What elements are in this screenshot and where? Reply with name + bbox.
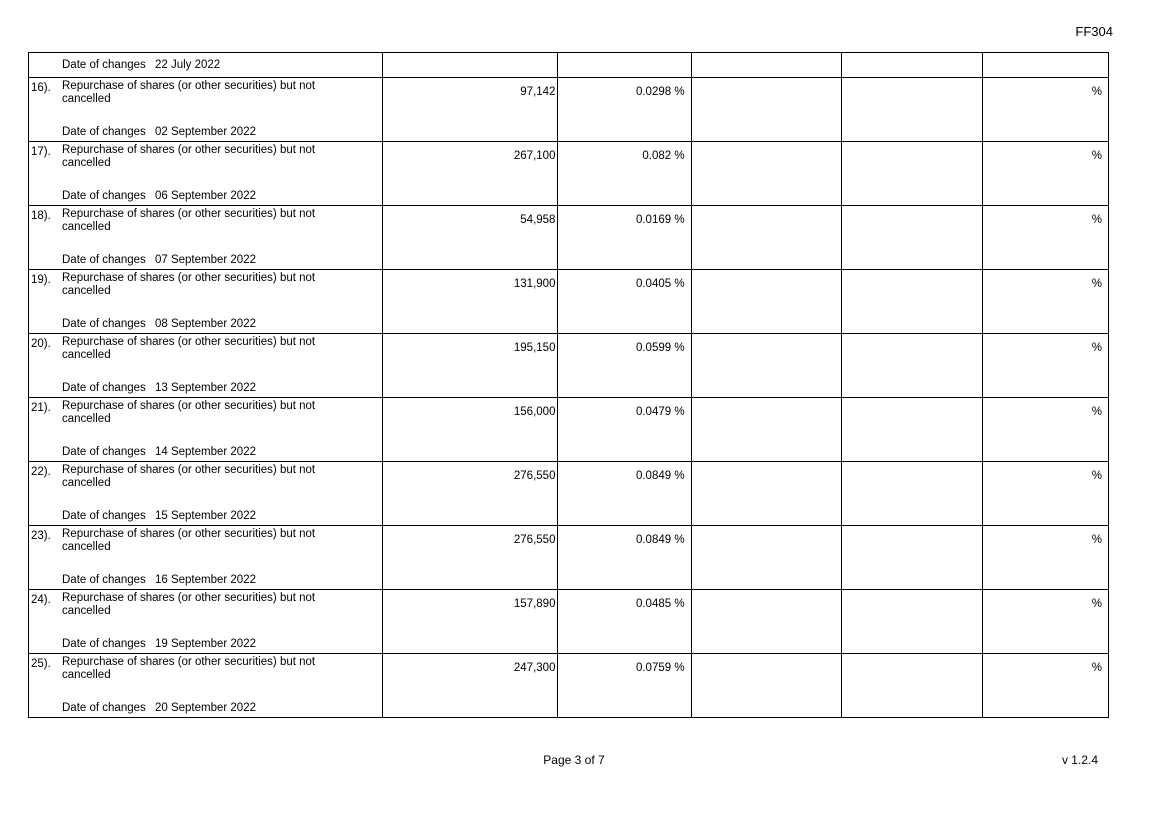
table-row-continuation xyxy=(29,53,1109,78)
percent-sign-cell xyxy=(982,206,1108,270)
shares-value: 276,550 xyxy=(513,534,556,546)
percent-sign-cell xyxy=(982,334,1108,398)
table-row xyxy=(29,590,1109,654)
percent-sign-cell xyxy=(982,462,1108,526)
description-cell xyxy=(29,206,383,270)
percent-sign-cell xyxy=(982,654,1108,718)
entry-number: 21). xyxy=(31,402,51,414)
percent-value: 0.0479 % xyxy=(635,406,685,418)
empty-cell xyxy=(841,270,982,334)
table-row xyxy=(29,334,1109,398)
shares-cell xyxy=(383,462,558,526)
date-value: 22 July 2022 xyxy=(154,59,221,71)
percent-value: 0.0298 % xyxy=(635,86,685,98)
description-cell xyxy=(29,142,383,206)
date-label: Date of changes xyxy=(62,510,146,522)
date-value: 13 September 2022 xyxy=(154,382,256,394)
shares-cell xyxy=(383,270,558,334)
percent-sign-cell xyxy=(982,590,1108,654)
shares-cell xyxy=(383,53,558,78)
empty-cell xyxy=(841,590,982,654)
percent-cell xyxy=(558,590,691,654)
nature-of-change: Repurchase of shares (or other securities) but not cancelled xyxy=(62,656,316,681)
shares-value: 267,100 xyxy=(513,150,556,162)
shares-cell xyxy=(383,142,558,206)
date-label: Date of changes xyxy=(62,702,146,714)
description-cell xyxy=(29,398,383,462)
table-row xyxy=(29,462,1109,526)
entry-number: 17). xyxy=(31,146,51,158)
date-line xyxy=(62,190,256,202)
date-value: 07 September 2022 xyxy=(154,254,256,266)
date-label: Date of changes xyxy=(62,446,146,458)
description-cell xyxy=(29,654,383,718)
form-code: FF304 xyxy=(1075,24,1113,39)
empty-cell xyxy=(841,526,982,590)
empty-cell xyxy=(841,398,982,462)
percent-value: 0.082 % xyxy=(642,150,685,162)
shares-cell xyxy=(383,526,558,590)
date-line xyxy=(62,446,256,458)
nature-of-change: Repurchase of shares (or other securities) but not cancelled xyxy=(62,528,316,553)
percent-value: 0.0759 % xyxy=(635,662,685,674)
description-cell xyxy=(29,78,383,142)
empty-cell xyxy=(841,53,982,78)
percent-sign-cell xyxy=(982,142,1108,206)
percent-sign: % xyxy=(1091,342,1102,354)
shares-value: 195,150 xyxy=(513,342,556,354)
shares-value: 97,142 xyxy=(520,86,556,98)
percent-value: 0.0169 % xyxy=(635,214,685,226)
date-line xyxy=(62,126,256,138)
empty-cell xyxy=(691,53,841,78)
percent-cell xyxy=(558,78,691,142)
table-row xyxy=(29,398,1109,462)
empty-cell xyxy=(841,334,982,398)
nature-of-change: Repurchase of shares (or other securities) but not cancelled xyxy=(62,336,316,361)
nature-of-change: Repurchase of shares (or other securities) but not cancelled xyxy=(62,208,316,233)
percent-sign: % xyxy=(1091,470,1102,482)
empty-cell xyxy=(691,462,841,526)
shares-cell xyxy=(383,334,558,398)
shares-value: 156,000 xyxy=(513,406,556,418)
entry-number: 16). xyxy=(31,82,51,94)
percent-cell xyxy=(558,526,691,590)
date-value: 19 September 2022 xyxy=(154,638,256,650)
shares-cell xyxy=(383,654,558,718)
date-line xyxy=(62,318,256,330)
shares-cell xyxy=(383,206,558,270)
entry-number: 23). xyxy=(31,530,51,542)
percent-sign-cell xyxy=(982,270,1108,334)
date-line xyxy=(62,702,256,714)
description-cell xyxy=(29,53,383,78)
nature-of-change: Repurchase of shares (or other securities) but not cancelled xyxy=(62,464,316,489)
changes-table-body xyxy=(29,53,1109,718)
date-line xyxy=(62,510,256,522)
description-cell xyxy=(29,270,383,334)
nature-of-change: Repurchase of shares (or other securities) but not cancelled xyxy=(62,592,316,617)
description-cell xyxy=(29,462,383,526)
percent-cell xyxy=(558,53,691,78)
empty-cell xyxy=(691,590,841,654)
nature-of-change: Repurchase of shares (or other securities) but not cancelled xyxy=(62,400,316,425)
percent-value: 0.0485 % xyxy=(635,598,685,610)
empty-cell xyxy=(691,334,841,398)
date-value: 15 September 2022 xyxy=(154,510,256,522)
nature-of-change: Repurchase of shares (or other securities) but not cancelled xyxy=(62,80,316,105)
table-row xyxy=(29,78,1109,142)
entry-number: 20). xyxy=(31,338,51,350)
date-label: Date of changes xyxy=(62,638,146,650)
percent-sign: % xyxy=(1091,662,1102,674)
entry-number: 19). xyxy=(31,274,51,286)
empty-cell xyxy=(841,142,982,206)
empty-cell xyxy=(691,270,841,334)
percent-sign-cell xyxy=(982,526,1108,590)
date-value: 06 September 2022 xyxy=(154,190,256,202)
empty-cell xyxy=(691,78,841,142)
date-label: Date of changes xyxy=(62,382,146,394)
entry-number: 24). xyxy=(31,594,51,606)
percent-sign-cell xyxy=(982,78,1108,142)
empty-cell xyxy=(982,53,1108,78)
entry-number: 22). xyxy=(31,466,51,478)
percent-sign: % xyxy=(1091,406,1102,418)
page-number: Page 3 of 7 xyxy=(543,753,605,767)
empty-cell xyxy=(841,206,982,270)
entry-number: 25). xyxy=(31,658,51,670)
percent-value: 0.0849 % xyxy=(635,534,685,546)
date-line xyxy=(62,638,256,650)
percent-sign-cell xyxy=(982,398,1108,462)
percent-cell xyxy=(558,270,691,334)
percent-sign: % xyxy=(1091,278,1102,290)
empty-cell xyxy=(691,526,841,590)
date-line xyxy=(29,59,382,71)
shares-cell xyxy=(383,78,558,142)
date-value: 16 September 2022 xyxy=(154,574,256,586)
percent-cell xyxy=(558,462,691,526)
percent-sign: % xyxy=(1091,598,1102,610)
percent-sign: % xyxy=(1091,534,1102,546)
date-line xyxy=(62,382,256,394)
percent-value: 0.0599 % xyxy=(635,342,685,354)
shares-value: 131,900 xyxy=(513,278,556,290)
entry-number: 18). xyxy=(31,210,51,222)
date-value: 14 September 2022 xyxy=(154,446,256,458)
description-cell xyxy=(29,590,383,654)
percent-sign: % xyxy=(1091,214,1102,226)
description-cell xyxy=(29,526,383,590)
percent-cell xyxy=(558,206,691,270)
table-row xyxy=(29,526,1109,590)
changes-table xyxy=(28,52,1109,718)
date-line xyxy=(62,254,256,266)
date-value: 02 September 2022 xyxy=(154,126,256,138)
percent-value: 0.0849 % xyxy=(635,470,685,482)
empty-cell xyxy=(691,206,841,270)
nature-of-change: Repurchase of shares (or other securities) but not cancelled xyxy=(62,144,316,169)
date-label: Date of changes xyxy=(62,254,146,266)
percent-cell xyxy=(558,142,691,206)
shares-cell xyxy=(383,590,558,654)
date-label: Date of changes xyxy=(62,126,146,138)
date-value: 20 September 2022 xyxy=(154,702,256,714)
date-label: Date of changes xyxy=(62,574,146,586)
shares-value: 276,550 xyxy=(513,470,556,482)
shares-value: 157,890 xyxy=(513,598,556,610)
date-value: 08 September 2022 xyxy=(154,318,256,330)
nature-of-change: Repurchase of shares (or other securities) but not cancelled xyxy=(62,272,316,297)
empty-cell xyxy=(841,654,982,718)
empty-cell xyxy=(691,142,841,206)
date-label: Date of changes xyxy=(62,318,146,330)
table-row xyxy=(29,654,1109,718)
date-line xyxy=(62,574,256,586)
table-row xyxy=(29,206,1109,270)
version-label: v 1.2.4 xyxy=(1061,753,1098,767)
date-label: Date of changes xyxy=(62,59,146,71)
percent-sign: % xyxy=(1091,86,1102,98)
shares-cell xyxy=(383,398,558,462)
percent-cell xyxy=(558,398,691,462)
table-row xyxy=(29,142,1109,206)
percent-cell xyxy=(558,654,691,718)
shares-value: 54,958 xyxy=(520,214,556,226)
date-label: Date of changes xyxy=(62,190,146,202)
percent-sign: % xyxy=(1091,150,1102,162)
percent-cell xyxy=(558,334,691,398)
empty-cell xyxy=(841,78,982,142)
description-cell xyxy=(29,334,383,398)
percent-value: 0.0405 % xyxy=(635,278,685,290)
empty-cell xyxy=(691,398,841,462)
shares-value: 247,300 xyxy=(513,662,556,674)
empty-cell xyxy=(691,654,841,718)
table-row xyxy=(29,270,1109,334)
empty-cell xyxy=(841,462,982,526)
